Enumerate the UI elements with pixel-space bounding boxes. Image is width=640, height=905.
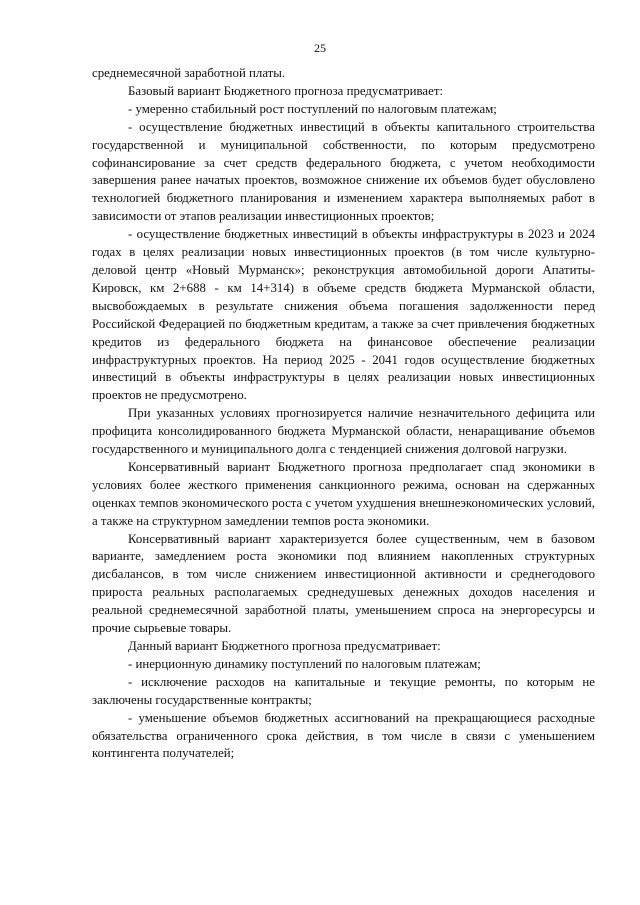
list-item: - инерционную динамику поступлений по налоговым платежам; — [128, 656, 481, 671]
paragraph: Консервативный вариант Бюджетного прогноза предполагает спад экономики в условиях более жесткого применения санкционного режима, основан на сдержанных оценках темпов экономического роста с учетом ухудшения внешнеэкономических условий, а также на структурном замедлении темпов роста экономики. — [92, 459, 595, 528]
paragraph: При указанных условиях прогнозируется наличие незначительного дефицита или профицита консолидированного бюджета Мурманской области, ненаращивание объемов государственного и муниципального долга с тенденцией снижения долговой нагрузки. — [92, 406, 595, 457]
list-item: - осуществление бюджетных инвестиций в объекты капитального строительства государственной и муниципальной собственности, по которым предусмотрено софинансирование за счет средств федерального бюджета, с учетом необходимости завершения ранее начатых проектов, возможное снижение их объемов будет обусловлено технологией бюджетного планирования и изменением характера выполняемых работ в зависимости от этапов реализации инвестиционных проектов; — [92, 119, 595, 224]
paragraph: среднемесячной заработной платы. — [92, 66, 286, 80]
paragraph: Базовый вариант Бюджетного прогноза предусматривает: — [128, 83, 444, 98]
page-number: 25 — [314, 41, 326, 55]
paragraph: Данный вариант Бюджетного прогноза предусматривает: — [128, 639, 441, 653]
list-item: - осуществление бюджетных инвестиций в объекты инфраструктуры в 2023 и 2024 годах в целях реализации новых инвестиционных проектов (в том числе культурно-деловой центр «Новый Мурманск»; реконструкция автомобильной дороги Апатиты-Кировск, км 2+688 - км 14+314) в объеме средств бюджета Мурманской области, высвобождаемых в результате снижения объема погашения задолженности перед Российской Федерацией по бюджетным кредитам, а также за счет привлечения бюджетных кредитов из федерального бюджета на финансовое обеспечение реализации инфраструктурных проектов. На период 2025 - 2041 годов осуществление бюджетных инвестиций в объекты инфраструктуры в целях реализации новых инвестиционных проектов не предусмотрено. — [92, 227, 595, 403]
document-body — [92, 65, 595, 763]
list-item: - исключение расходов на капитальные и текущие ремонты, по которым не заключены государственные контракты; — [92, 674, 595, 707]
paragraph: Консервативный вариант характеризуется более существенным, чем в базовом варианте, замедлением роста экономики под влиянием накопленных структурных дисбалансов, в том числе снижением инвестиционной активности и среднегодового прироста реальных располагаемых среднедушевых денежных доходов населения и реальной среднемесячной заработной платы, уменьшением спроса на энергоресурсы и прочие сырьевые товары. — [92, 531, 595, 636]
list-item: - уменьшение объемов бюджетных ассигнований на прекращающиеся расходные обязательства ограниченного срока действия, в том числе в связи с уменьшением контингента получателей; — [92, 710, 595, 761]
list-item: - умеренно стабильный рост поступлений по налоговым платежам; — [128, 101, 497, 116]
